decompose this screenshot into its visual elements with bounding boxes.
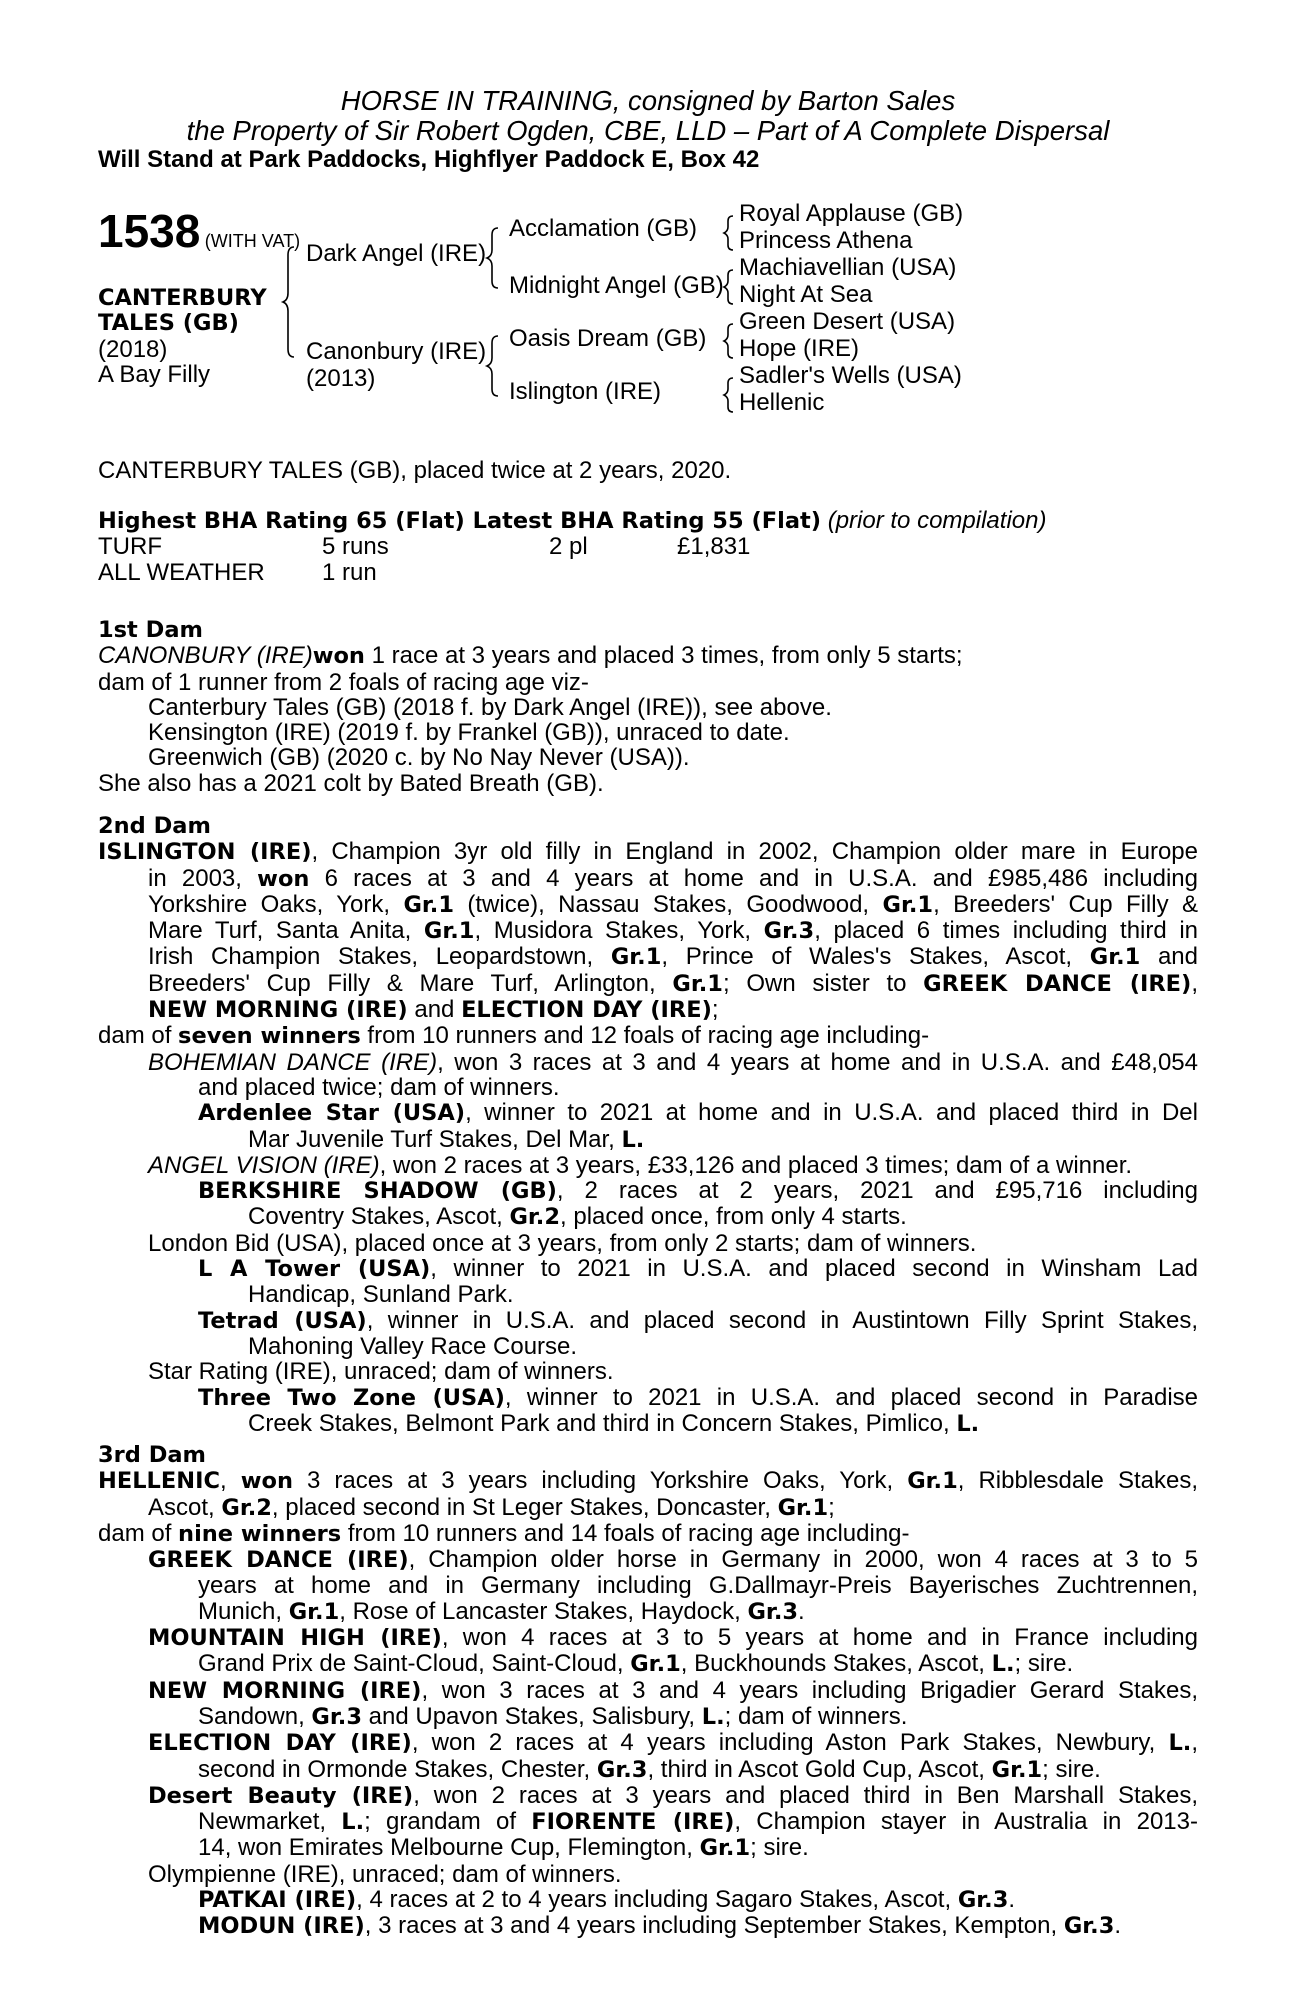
produce-item: ANGEL VISION (IRE), won 2 races at 3 years, £33,126 and placed 3 times; dam of a winner. — [148, 1151, 1133, 1179]
grandsire-line-6: Hope (IRE) — [739, 335, 860, 362]
produce-item: BOHEMIAN DANCE (IRE), won 3 races at 3 and 4 years at home and in U.S.A. and £48,054 — [148, 1048, 1198, 1076]
second-dam-line: in 2003, won 6 races at 3 and 4 years at home and in U.S.A. and £985,486 including — [148, 864, 1199, 892]
produce-item: Desert Beauty (IRE), won 2 races at 3 years and placed third in Ben Marshall Stakes, — [148, 1781, 1198, 1809]
first-dam-note: She also has a 2021 colt by Bated Breath (GB). — [98, 769, 604, 797]
third-dam-section — [98, 1443, 1198, 1940]
second-dam-line: Breeders' Cup Filly & Mare Turf, Arlington, Gr.1; Own sister to GREEK DANCE (IRE), — [148, 969, 1198, 997]
dam-year: (2013) — [306, 365, 376, 392]
dam: Canonbury (IRE) — [306, 338, 487, 365]
produce-item: MOUNTAIN HIGH (IRE), won 4 races at 3 to 5 years at home and in France including — [148, 1624, 1198, 1652]
grandproduce-item-cont: Creek Stakes, Belmont Park and third in Concern Stakes, Pimlico, L. — [248, 1409, 980, 1437]
turf-placed: 2 pl — [549, 533, 588, 561]
sire-sire: Acclamation (GB) — [509, 215, 698, 242]
second-dam-line: Yorkshire Oaks, York, Gr.1 (twice), Nassau Stakes, Goodwood, Gr.1, Breeders' Cup Filly & — [148, 890, 1199, 918]
third-dam-line: Ascot, Gr.2, placed second in St Leger Stakes, Doncaster, Gr.1; — [148, 1493, 835, 1521]
dam-sire: Oasis Dream (GB) — [509, 325, 707, 352]
produce-item-cont: 14, won Emirates Melbourne Cup, Flemington, Gr.1; sire. — [198, 1834, 809, 1862]
second-dam-produce-intro: dam of seven winners from 10 runners and 12 foals of racing age including- — [98, 1022, 930, 1050]
produce-item-cont: Grand Prix de Saint-Cloud, Saint-Cloud, Gr.1, Buckhounds Stakes, Ascot, L.; sire. — [198, 1650, 1074, 1678]
produce-item: Olympienne (IRE), unraced; dam of winners. — [148, 1860, 622, 1888]
sire: Dark Angel (IRE) — [306, 240, 487, 267]
third-dam-produce-intro: dam of nine winners from 10 runners and 14 foals of racing age including- — [98, 1519, 910, 1547]
catalogue-page — [98, 85, 1199, 1940]
aw-runs: 1 run — [322, 558, 377, 586]
third-dam-line: HELLENIC, won 3 races at 3 years including Yorkshire Oaks, York, Gr.1, Ribblesdale Stakes, — [98, 1467, 1198, 1495]
race-summary: CANTERBURY TALES (GB), placed twice at 2 years, 2020. — [98, 457, 732, 484]
vat-note: (WITH VAT) — [204, 231, 301, 251]
grandproduce-item: PATKAI (IRE), 4 races at 2 to 4 years including Sagaro Stakes, Ascot, Gr.3. — [198, 1886, 1016, 1914]
grandproduce-item: MODUN (IRE), 3 races at 3 and 4 years including September Stakes, Kempton, Gr.3. — [198, 1912, 1122, 1940]
second-dam-line: Mare Turf, Santa Anita, Gr.1, Musidora Stakes, York, Gr.3, placed 6 times including third in — [148, 917, 1198, 945]
grandsire-line-7: Sadler's Wells (USA) — [739, 362, 962, 389]
grandproduce-item: L A Tower (USA), winner to 2021 in U.S.A. and placed second in Winsham Lad — [198, 1255, 1198, 1283]
aw-label: ALL WEATHER — [98, 558, 265, 586]
produce-item-cont: and placed twice; dam of winners. — [198, 1073, 560, 1101]
grandproduce-item: Three Two Zone (USA), winner to 2021 in U.S.A. and placed second in Paradise — [198, 1383, 1198, 1411]
grandsire-line-5: Green Desert (USA) — [739, 308, 956, 335]
produce-item: GREEK DANCE (IRE), Champion older horse in Germany in 2000, won 4 races at 3 to 5 — [148, 1546, 1199, 1574]
horse-name-line2: TALES (GB) — [98, 310, 239, 337]
turf-prize-money: £1,831 — [677, 533, 751, 561]
second-dam-heading: 2nd Dam — [98, 813, 211, 839]
lot-number: 1538 — [98, 205, 201, 257]
bha-ratings: Highest BHA Rating 65 (Flat) Latest BHA Rating 55 (Flat) — [98, 508, 822, 534]
produce-item-cont: Munich, Gr.1, Rose of Lancaster Stakes, Haydock, Gr.3. — [198, 1597, 805, 1625]
grandsire-line-1: Royal Applause (GB) — [739, 200, 964, 227]
grandproduce-item-cont: Mahoning Valley Race Course. — [248, 1332, 578, 1360]
grandproduce-item-cont: Handicap, Sunland Park. — [248, 1281, 514, 1309]
grandproduce-item: BERKSHIRE SHADOW (GB), 2 races at 2 years, 2021 and £95,716 including — [198, 1177, 1199, 1205]
grandsire-line-2: Princess Athena — [739, 227, 913, 254]
produce-item: ELECTION DAY (IRE), won 2 races at 4 years including Aston Park Stakes, Newbury, L., — [148, 1729, 1198, 1757]
grandproduce-item: Tetrad (USA), winner in U.S.A. and placed second in Austintown Filly Sprint Stakes, — [198, 1306, 1198, 1334]
produce-item-cont: Newmarket, L.; grandam of FIORENTE (IRE), Champion stayer in Australia in 2013- — [198, 1808, 1198, 1836]
first-dam-produce-intro: dam of 1 runner from 2 foals of racing age viz- — [98, 668, 589, 696]
sire-dam: Midnight Angel (GB) — [509, 272, 724, 299]
pedigree-braces — [98, 86, 1198, 426]
grandproduce-item: Ardenlee Star (USA), winner to 2021 at home and in U.S.A. and placed third in Del — [198, 1099, 1198, 1127]
turf-row — [98, 534, 1046, 559]
ratings-note: (prior to compilation) — [827, 507, 1047, 534]
stable-location: Will Stand at Park Paddocks, Highflyer Paddock E, Box 42 — [98, 146, 760, 173]
ratings-block — [98, 508, 1046, 585]
turf-runs: 5 runs — [322, 533, 389, 561]
property-line: the Property of Sir Robert Ogden, CBE, LLD – Part of A Complete Dispersal — [186, 115, 1110, 146]
produce-item-cont: second in Ormonde Stakes, Chester, Gr.3, third in Ascot Gold Cup, Ascot, Gr.1; sire. — [198, 1755, 1101, 1783]
grandproduce-item-cont: Mar Juvenile Turf Stakes, Del Mar, L. — [248, 1125, 645, 1153]
all-weather-row — [98, 560, 1046, 585]
consignor-line: HORSE IN TRAINING, consigned by Barton Sales — [340, 85, 956, 116]
first-dam-heading: 1st Dam — [98, 617, 203, 643]
horse-description: A Bay Filly — [98, 360, 211, 388]
second-dam-section — [98, 814, 1198, 1437]
second-dam-line: Irish Champion Stakes, Leopardstown, Gr.1, Prince of Wales's Stakes, Ascot, Gr.1 and — [148, 943, 1199, 971]
first-dam-section — [98, 618, 1198, 796]
second-dam-line: NEW MORNING (IRE) and ELECTION DAY (IRE); — [148, 996, 719, 1024]
grandsire-line-8: Hellenic — [739, 389, 825, 416]
turf-label: TURF — [98, 533, 162, 561]
produce-item-cont: Sandown, Gr.3 and Upavon Stakes, Salisbury, L.; dam of winners. — [198, 1702, 908, 1730]
produce-item: Kensington (IRE) (2019 f. by Frankel (GB)), unraced to date. — [148, 719, 790, 747]
first-dam-line: CANONBURY (IRE)won 1 race at 3 years and placed 3 times, from only 5 starts; — [98, 642, 963, 670]
dam-dam: Islington (IRE) — [509, 378, 662, 405]
third-dam-heading: 3rd Dam — [98, 1442, 206, 1468]
produce-item: Greenwich (GB) (2020 c. by No Nay Never (USA)). — [148, 744, 690, 772]
produce-item: Star Rating (IRE), unraced; dam of winners. — [148, 1358, 614, 1386]
produce-item: London Bid (USA), placed once at 3 years, from only 2 starts; dam of winners. — [148, 1229, 977, 1257]
produce-item-cont: years at home and in Germany including G.Dallmayr-Preis Bayerisches Zuchtrennen, — [198, 1572, 1198, 1600]
second-dam-line: ISLINGTON (IRE), Champion 3yr old filly in England in 2002, Champion older mare in Europe — [98, 838, 1198, 866]
grandproduce-item-cont: Coventry Stakes, Ascot, Gr.2, placed once, from only 4 starts. — [248, 1203, 907, 1231]
produce-item: NEW MORNING (IRE), won 3 races at 3 and 4 years including Brigadier Gerard Stakes, — [148, 1676, 1198, 1704]
horse-year: (2018) — [98, 335, 168, 363]
produce-item: Canterbury Tales (GB) (2018 f. by Dark Angel (IRE)), see above. — [148, 693, 832, 721]
grandsire-line-4: Night At Sea — [739, 281, 873, 308]
horse-name-line1: CANTERBURY — [98, 285, 267, 311]
grandsire-line-3: Machiavellian (USA) — [739, 254, 957, 281]
